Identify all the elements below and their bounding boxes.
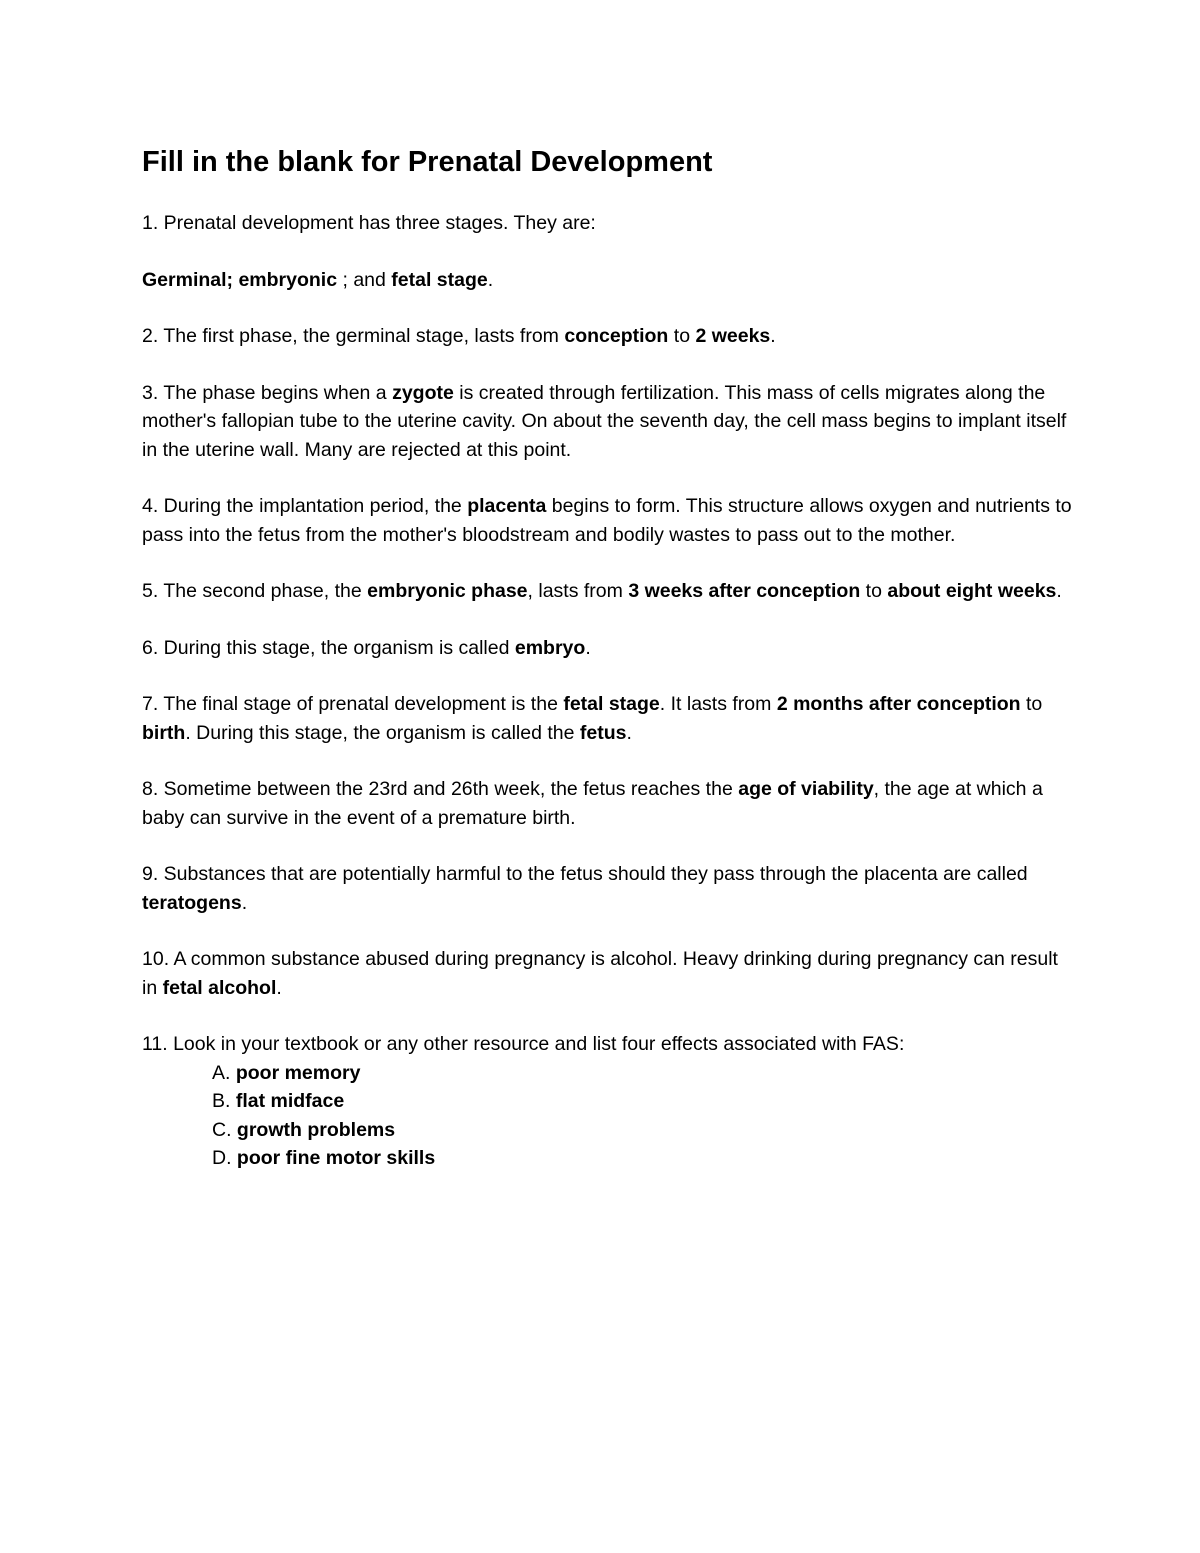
answer-fetal-stage-7: fetal stage <box>563 693 660 715</box>
list-item: B. flat midface <box>212 1090 345 1112</box>
question-1-answer: Germinal; embryonic ; and fetal stage. <box>142 268 494 291</box>
answer-poor-memory: poor memory <box>235 1061 361 1084</box>
fas-effects-list <box>212 1059 1072 1173</box>
answer-flat-midface: flat midface <box>235 1090 345 1112</box>
answer-about-eight-weeks: about eight weeks <box>887 580 1057 602</box>
answer-birth: birth <box>142 721 186 744</box>
question-4: 4. During the implantation period, the placenta begins to form. This structure allows oxygen and nutrients to pass into the fetus from the mother's bloodstream and bodily wastes to pass out to the mother. <box>142 495 1072 546</box>
question-7: 7. The final stage of prenatal development is the fetal stage. It lasts from 2 months after conception to birth. During this stage, the organism is called the fetus. <box>142 693 1043 744</box>
answer-conception: conception <box>564 325 669 347</box>
question-1-text: 1. Prenatal development has three stages. They are: <box>142 212 596 234</box>
question-10: 10. A common substance abused during pregnancy is alcohol. Heavy drinking during pregnancy can result in fetal alcohol. <box>142 948 1058 999</box>
answer-embryo: embryo <box>514 636 586 659</box>
question-2: 2. The first phase, the germinal stage, lasts from conception to 2 weeks. <box>142 325 776 347</box>
answer-3-weeks-after-conception: 3 weeks after conception <box>628 580 861 602</box>
answer-fetus: fetus <box>579 721 627 744</box>
answer-fetal-stage: fetal stage <box>391 268 488 291</box>
question-8: 8. Sometime between the 23rd and 26th week, the fetus reaches the age of viability, the age at which a baby can survive in the event of a premature birth. <box>142 778 1043 829</box>
answer-2-weeks: 2 weeks <box>695 325 771 347</box>
question-5: 5. The second phase, the embryonic phase, lasts from 3 weeks after conception to about eight weeks. <box>142 580 1062 602</box>
document-page <box>142 140 1072 1173</box>
answer-embryonic-phase: embryonic phase <box>367 580 528 602</box>
answer-teratogens: teratogens <box>142 891 242 914</box>
question-11: 11. Look in your textbook or any other resource and list four effects associated with FAS: <box>142 1033 905 1055</box>
answer-growth-problems: growth problems <box>236 1118 396 1141</box>
answer-zygote: zygote <box>392 381 454 404</box>
answer-poor-fine-motor-skills: poor fine motor skills <box>236 1147 436 1169</box>
question-3: 3. The phase begins when a zygote is created through fertilization. This mass of cells migrates along the mother's fallopian tube to the uterine cavity. On about the seventh day, the cell mass begins to implant itself in the uterine wall. Many are rejected at this point. <box>142 381 1067 461</box>
answer-age-of-viability: age of viability <box>738 778 874 800</box>
question-6: 6. During this stage, the organism is called embryo. <box>142 636 591 659</box>
answer-germinal-embryonic: Germinal; embryonic <box>142 268 338 291</box>
page-title: Fill in the blank for Prenatal Development <box>142 146 713 178</box>
list-item: D. poor fine motor skills <box>212 1147 436 1169</box>
list-item: A. poor memory <box>212 1061 361 1084</box>
question-9: 9. Substances that are potentially harmful to the fetus should they pass through the placenta are called teratogens. <box>142 863 1028 914</box>
answer-fetal-alcohol: fetal alcohol <box>162 976 277 999</box>
list-item: C. growth problems <box>212 1118 396 1141</box>
answer-2-months-after-conception: 2 months after conception <box>776 693 1021 715</box>
answer-placenta: placenta <box>467 495 547 517</box>
question-1 <box>142 209 1072 238</box>
